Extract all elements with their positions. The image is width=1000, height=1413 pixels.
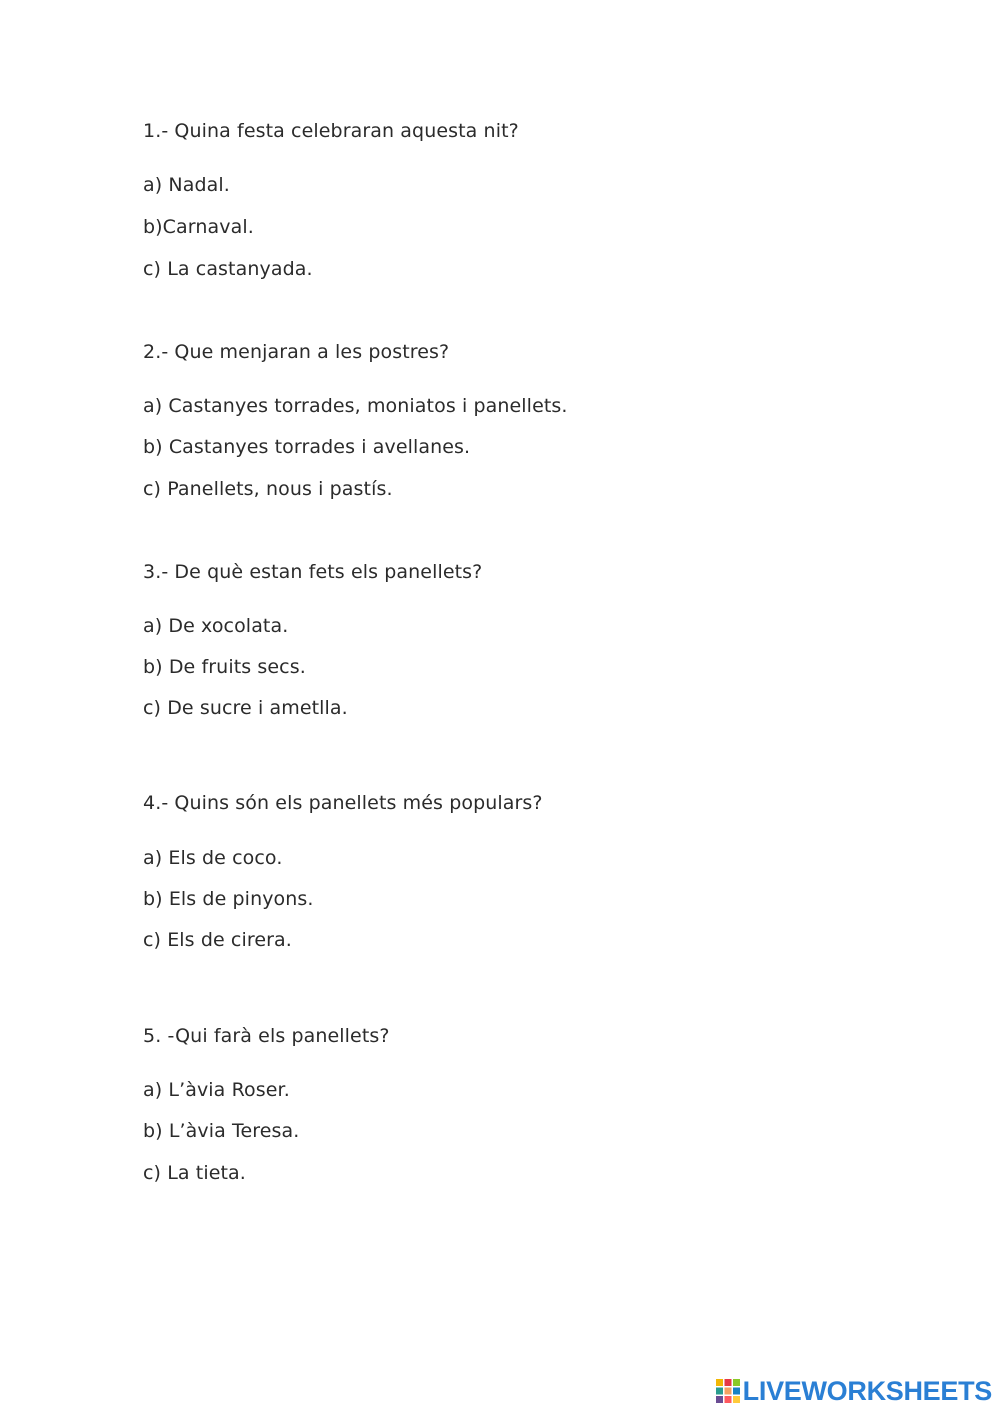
question-2-option-a[interactable]: a) Castanyes torrades, moniatos i panellets.	[143, 395, 568, 417]
question-3-text: 3.- De què estan fets els panellets?	[143, 561, 483, 583]
liveworksheets-logo-icon	[716, 1379, 740, 1403]
question-2-option-b[interactable]: b) Castanyes torrades i avellanes.	[143, 436, 471, 458]
question-5-option-c[interactable]: c) La tieta.	[143, 1162, 246, 1184]
question-4-text: 4.- Quins són els panellets més populars?	[143, 792, 543, 814]
question-5-option-a[interactable]: a) L’àvia Roser.	[143, 1079, 290, 1101]
question-1-option-b[interactable]: b)Carnaval.	[143, 216, 254, 238]
question-4-option-a[interactable]: a) Els de coco.	[143, 847, 283, 869]
question-2-option-c[interactable]: c) Panellets, nous i pastís.	[143, 478, 393, 500]
liveworksheets-brand-text: LIVEWORKSHEETS	[742, 1375, 992, 1406]
question-3-option-c[interactable]: c) De sucre i ametlla.	[143, 697, 348, 719]
question-1-text: 1.- Quina festa celebraran aquesta nit?	[143, 120, 519, 142]
question-5-option-b[interactable]: b) L’àvia Teresa.	[143, 1120, 300, 1142]
question-1-option-a[interactable]: a) Nadal.	[143, 174, 230, 196]
question-1-option-c[interactable]: c) La castanyada.	[143, 258, 313, 280]
question-4-option-b[interactable]: b) Els de pinyons.	[143, 888, 314, 910]
question-3-option-b[interactable]: b) De fruits secs.	[143, 656, 306, 678]
question-2-text: 2.- Que menjaran a les postres?	[143, 341, 450, 363]
question-5-text: 5. -Qui farà els panellets?	[143, 1025, 390, 1047]
liveworksheets-brand	[716, 1375, 992, 1407]
question-4-option-c[interactable]: c) Els de cirera.	[143, 929, 292, 951]
question-3-option-a[interactable]: a) De xocolata.	[143, 615, 289, 637]
